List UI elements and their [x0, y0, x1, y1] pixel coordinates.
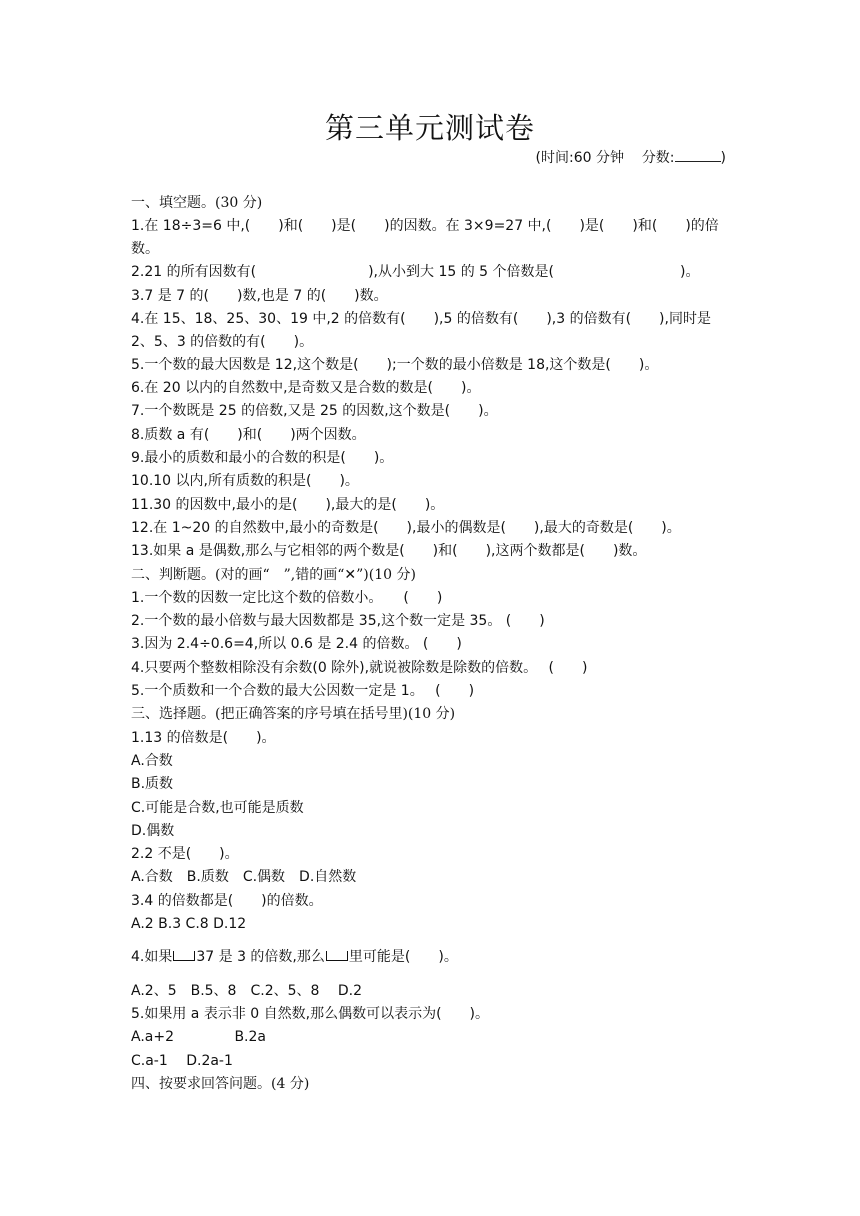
option: A.合数	[131, 752, 173, 769]
question: 10.10 以内,所有质数的积是( )。	[131, 473, 359, 490]
question: 2.2 不是( )。	[131, 846, 239, 863]
question-suffix: 里可能是( )。	[348, 949, 458, 966]
question: 11.30 的因数中,最小的是( ),最大的是( )。	[131, 496, 445, 513]
blank-box-icon	[173, 951, 195, 961]
section-heading: 一、填空题。(30 分)	[131, 195, 263, 211]
option: B.质数	[131, 776, 174, 793]
question: 3.7 是 7 的( )数,也是 7 的( )数。	[131, 287, 388, 304]
time-limit: (时间:60 分钟	[535, 150, 624, 166]
question: 2.一个数的最小倍数与最大因数都是 35,这个数一定是 35。 ( )	[131, 613, 545, 630]
question: 5.一个数的最大因数是 12,这个数是( );一个数的最小倍数是 18,这个数是( )。	[131, 356, 659, 373]
question: 7.一个数既是 25 的倍数,又是 25 的因数,这个数是( )。	[131, 403, 498, 420]
exam-content	[131, 192, 731, 1096]
score-close: )	[720, 150, 726, 166]
question: 5.一个质数和一个合数的最大公因数一定是 1。 ( )	[131, 683, 475, 700]
question: 13.如果 a 是偶数,那么与它相邻的两个数是( )和( ),这两个数都是( )数。	[131, 543, 647, 560]
exam-meta	[536, 147, 726, 167]
question-prefix: 4.如果	[131, 949, 173, 966]
question: 8.质数 a 有( )和( )两个因数。	[131, 426, 366, 443]
options: A.a+2 B.2a	[131, 1029, 266, 1046]
options: A.2、5 B.5、8 C.2、5、8 D.2	[131, 982, 362, 999]
page-title: 第三单元测试卷	[324, 111, 535, 145]
question: 4.只要两个整数相除没有余数(0 除外),就说被除数是除数的倍数。 ( )	[131, 659, 588, 676]
question: 1.在 18÷3=6 中,( )和( )是( )的因数。在 3×9=27 中,( )是( )和( )的倍数。	[131, 218, 719, 258]
section-heading: 三、选择题。(把正确答案的序号填在括号里)(10 分)	[131, 706, 456, 723]
options: A.合数 B.质数 C.偶数 D.自然数	[131, 869, 357, 886]
question: 5.如果用 a 表示非 0 自然数,那么偶数可以表示为( )。	[131, 1005, 490, 1022]
score-label: 分数:	[641, 150, 675, 166]
question: 12.在 1~20 的自然数中,最小的奇数是( ),最小的偶数是( ),最大的奇数是( )。	[131, 519, 681, 536]
options: C.a-1 D.2a-1	[131, 1052, 233, 1069]
question: 6.在 20 以内的自然数中,是奇数又是合数的数是( )。	[131, 380, 481, 397]
question: 1.一个数的因数一定比这个数的倍数小。 ( )	[131, 589, 443, 606]
question	[131, 946, 731, 969]
question-middle: 37 是 3 的倍数,那么	[196, 949, 325, 966]
question: 1.13 的倍数是( )。	[131, 729, 276, 746]
option: D.偶数	[131, 822, 175, 839]
score-blank	[675, 149, 721, 162]
question: 2.21 的所有因数有( ),从小到大 15 的 5 个倍数是( )。	[131, 264, 700, 281]
question: 9.最小的质数和最小的合数的积是( )。	[131, 450, 394, 467]
section-heading: 四、按要求回答问题。(4 分)	[131, 1075, 310, 1092]
blank-box-icon	[326, 951, 348, 961]
question: 4.在 15、18、25、30、19 中,2 的倍数有( ),5 的倍数有( ),3 的倍数有( ),同时是 2、5、3 的倍数的有( )。	[131, 310, 711, 350]
option: C.可能是合数,也可能是质数	[131, 799, 304, 816]
section-heading: 二、判断题。(对的画“ ”,错的画“✕”)(10 分)	[131, 566, 416, 583]
question: 3.因为 2.4÷0.6=4,所以 0.6 是 2.4 的倍数。 ( )	[131, 636, 462, 653]
question: 3.4 的倍数都是( )的倍数。	[131, 892, 323, 909]
options: A.2 B.3 C.8 D.12	[131, 916, 247, 933]
